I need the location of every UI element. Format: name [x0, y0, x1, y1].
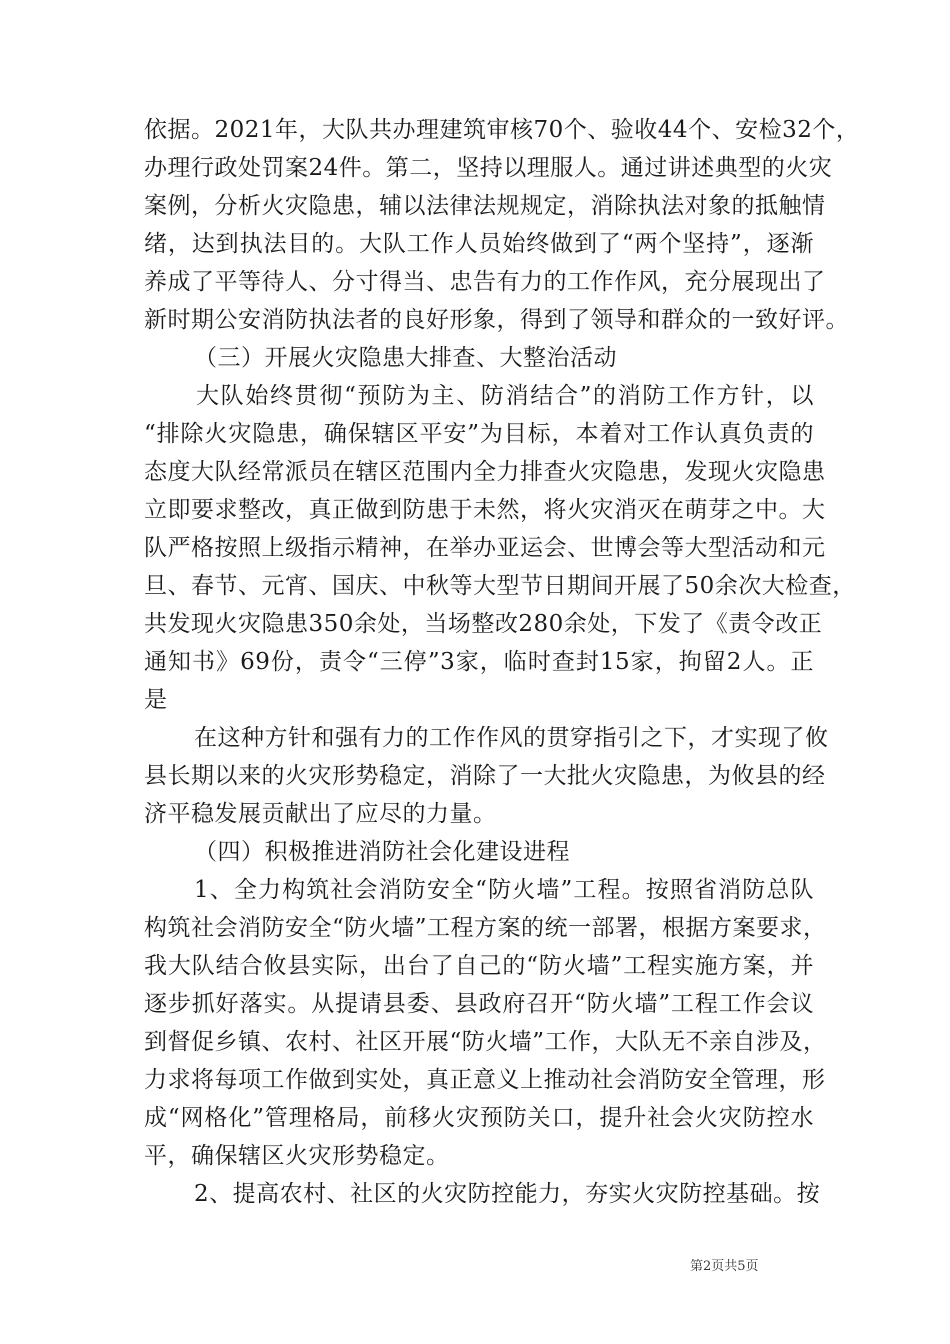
body-text-line: 绪，达到执法目的。大队工作人员始终做到了“两个坚持”，逐渐 — [144, 231, 814, 257]
body-text-line: 县长期以来的火灾形势稳定，消除了一大批火灾隐患，为攸县的经 — [144, 763, 826, 789]
body-text-line: 我大队结合攸县实际，出台了自己的“防火墙”工程实施方案，并 — [144, 953, 814, 979]
section-heading: （四）积极推进消防社会化建设进程 — [194, 839, 570, 865]
body-text-line: 力求将每项工作做到实处，真正意义上推动社会消防安全管理，形 — [144, 1067, 826, 1093]
body-text-line: 态度大队经常派员在辖区范围内全力排查火灾隐患，发现火灾隐患 — [144, 459, 826, 485]
body-text-line: 共发现火灾隐患350余处，当场整改280余处，下发了《责令改正 — [144, 611, 823, 637]
body-text-line: 在这种方针和强有力的工作作风的贯穿指引之下，才实现了攸 — [194, 725, 829, 751]
body-text-line: 2、提高农村、社区的火灾防控能力，夯实火灾防控基础。按 — [194, 1181, 821, 1207]
body-text-line: “排除火灾隐患，确保辖区平安”为目标，本着对工作认真负责的 — [144, 421, 814, 447]
body-text-line: 平，确保辖区火灾形势稳定。 — [144, 1143, 450, 1169]
body-text-line: 1、全力构筑社会消防安全“防火墙”工程。按照省消防总队 — [194, 877, 814, 903]
body-text-line: 新时期公安消防执法者的良好形象，得到了领导和群众的一致好评。 — [144, 307, 849, 333]
body-text-line: 济平稳发展贡献出了应尽的力量。 — [144, 801, 497, 827]
body-text-line: 案例，分析火灾隐患，辅以法律法规规定，消除执法对象的抵触情 — [144, 193, 826, 219]
body-text-line: 到督促乡镇、农村、社区开展“防火墙”工作，大队无不亲自涉及， — [144, 1029, 827, 1055]
body-text-line: 构筑社会消防安全“防火墙”工程方案的统一部署，根据方案要求， — [144, 915, 827, 941]
body-text-line: 依据。2021年，大队共办理建筑审核70个、验收44个、安检32个， — [144, 117, 860, 143]
body-text-line: 逐步抓好落实。从提请县委、县政府召开“防火墙”工程工作会议 — [144, 991, 814, 1017]
body-text-line: 办理行政处罚案24件。第二，坚持以理服人。通过讲述典型的火灾 — [144, 155, 833, 181]
body-text-line: 旦、春节、元宵、国庆、中秋等大型节日期间开展了50余次大检查， — [144, 573, 856, 599]
body-text-line: 队严格按照上级指示精神，在举办亚运会、世博会等大型活动和元 — [144, 535, 826, 561]
body-text-line: 大队始终贯彻“预防为主、防消结合”的消防工作方针，以 — [196, 383, 814, 409]
body-text-line: 立即要求整改，真正做到防患于未然，将火灾消灭在萌芽之中。大 — [144, 497, 826, 523]
body-text-line: 养成了平等待人、分寸得当、忠告有力的工作作风，充分展现出了 — [144, 269, 826, 295]
page-number: 第2页共5页 — [690, 1259, 759, 1274]
body-text-line: 是 — [144, 687, 168, 713]
body-text-line: 成“网格化”管理格局，前移火灾预防关口，提升社会火灾防控水 — [144, 1105, 814, 1131]
section-heading: （三）开展火灾隐患大排查、大整治活动 — [194, 345, 617, 371]
body-text-line: 通知书》69份，责令“三停”3家，临时查封15家，拘留2人。正 — [144, 649, 814, 675]
